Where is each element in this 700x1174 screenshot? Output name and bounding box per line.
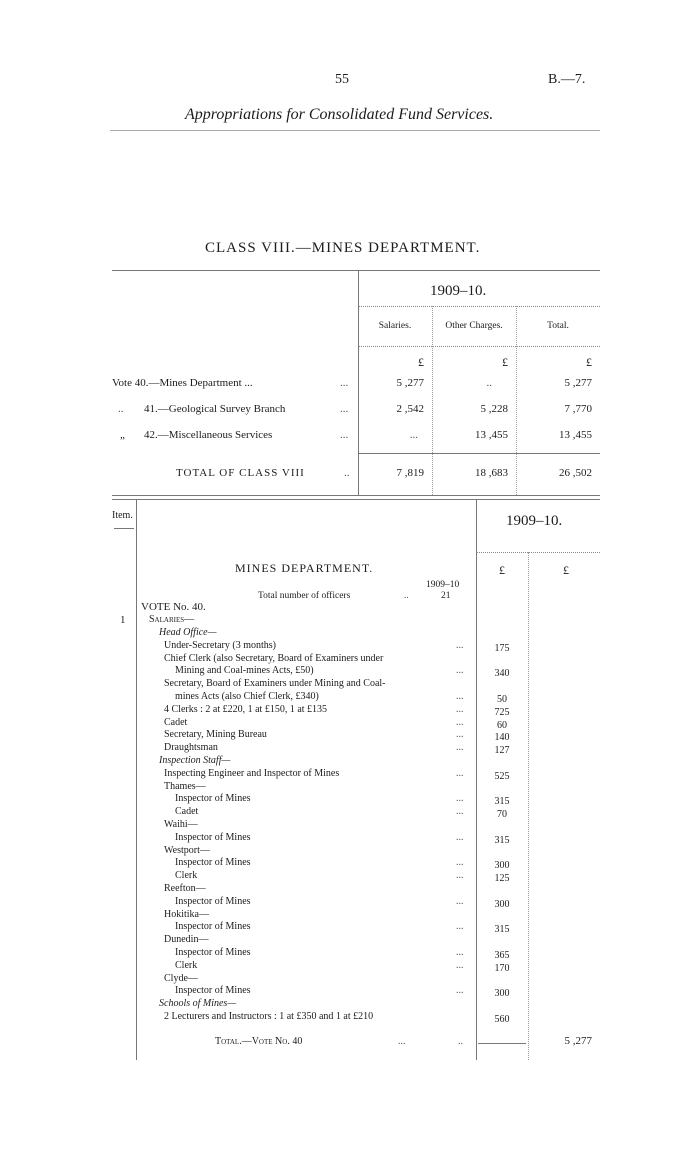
col-other-charges-header: Other Charges. <box>445 321 503 331</box>
detail-year-rule <box>476 552 600 553</box>
item-number: 1 <box>120 614 126 626</box>
detail-line-amount: 60 <box>497 719 507 731</box>
detail-line-label: Secretary, Mining Bureau <box>164 729 267 741</box>
detail-line-label: Clyde— <box>164 972 198 984</box>
summary-year: 1909–10. <box>430 283 487 299</box>
vote-41-label: 41.—Geological Survey Branch <box>144 403 286 415</box>
vote-40-label: Vote 40.—Mines Department ... <box>112 377 253 389</box>
detail-line-label: 2 Lecturers and Instructors : 1 at £350 and 1 at £210 <box>164 1011 374 1022</box>
detail-line-amount: 70 <box>497 809 507 821</box>
dots: ... <box>456 895 464 907</box>
total-rule <box>478 1043 526 1044</box>
dots: ... <box>456 831 464 843</box>
detail-line-label: Inspector of Mines <box>175 985 251 997</box>
class-total-total: 26 ,502 <box>559 467 592 479</box>
class-total-salaries: 7 ,819 <box>396 467 424 479</box>
detail-line-label: Under-Secretary (3 months) <box>164 639 276 651</box>
amount-col-rule-2 <box>528 552 529 1060</box>
officers-count: 21 <box>441 591 451 601</box>
detail-line-label: Inspecting Engineer and Inspector of Mines <box>164 767 340 779</box>
currency-other: £ <box>502 355 508 369</box>
col-total-header: Total. <box>547 321 569 331</box>
detail-line-amount: 300 <box>494 988 510 1000</box>
vote-total-label: Total.—Vote No. 40 <box>215 1036 303 1047</box>
detail-line-amount: 315 <box>494 796 510 808</box>
dots: ... <box>456 665 464 677</box>
dots: ... <box>456 703 464 715</box>
currency-total: £ <box>586 355 592 369</box>
item-column-header: Item. <box>112 510 133 521</box>
class-title: CLASS VIII.—MINES DEPARTMENT. <box>205 240 481 256</box>
class-total-other: 18 ,683 <box>475 467 508 479</box>
detail-line-amount: 525 <box>494 770 510 782</box>
detail-line-label: Westport— <box>164 844 210 856</box>
dots: ... <box>340 377 349 389</box>
ditto-mark: „ <box>120 429 125 441</box>
dots: .. <box>458 1036 463 1047</box>
dots: ... <box>456 691 464 702</box>
detail-line-label: Clerk <box>175 870 198 882</box>
detail-line-label: Inspection Staff— <box>159 755 231 766</box>
detail-line-amount: 125 <box>494 873 510 885</box>
detail-line-amount: 725 <box>494 706 510 718</box>
detail-year: 1909–10. <box>506 513 563 529</box>
dots: ... <box>456 806 464 818</box>
detail-line-label: Waihi— <box>164 819 198 830</box>
dots: ... <box>456 857 464 869</box>
detail-line-amount: 315 <box>494 924 510 936</box>
detail-line-amount: 140 <box>494 732 510 744</box>
vote-40-salaries: 5 ,277 <box>396 377 424 389</box>
summary-top-rule <box>112 270 600 271</box>
detail-line-amount: 175 <box>494 642 510 654</box>
dots: ... <box>456 870 464 882</box>
salaries-heading: Salaries— <box>149 614 195 625</box>
detail-line-label: Inspector of Mines <box>175 857 251 869</box>
summary-header-rule <box>358 346 600 347</box>
item-col-rule <box>136 500 137 1060</box>
dots: ... <box>456 729 464 741</box>
detail-line-amount: 50 <box>497 694 507 705</box>
document-reference: B.—7. <box>548 72 586 87</box>
vote-41-other: 5 ,228 <box>480 403 508 415</box>
detail-line-label: Thames— <box>164 780 206 792</box>
detail-line-label: Inspector of Mines <box>175 793 251 805</box>
detail-line-label: Mining and Coal-mines Acts, £50) <box>175 665 314 677</box>
detail-line-label: Inspector of Mines <box>175 895 251 907</box>
detail-line-label: Head Office— <box>159 627 217 638</box>
detail-line-label: Chief Clerk (also Secretary, Board of Examiners under <box>164 652 384 664</box>
detail-line-label: Inspector of Mines <box>175 921 251 933</box>
dots: ... <box>456 793 464 805</box>
officers-label: Total number of officers <box>258 591 351 601</box>
item-header-rule <box>114 528 134 529</box>
detail-line-label: Dunedin— <box>164 934 209 946</box>
detail-line-label: Clerk <box>175 959 198 971</box>
dots: ... <box>340 403 349 415</box>
detail-line-label: Schools of Mines— <box>159 998 237 1010</box>
header-rule <box>110 130 600 131</box>
dots: ... <box>456 959 464 971</box>
vote-42-label: 42.—Miscellaneous Services <box>144 429 273 441</box>
vote-42-other: 13 ,455 <box>475 429 508 441</box>
detail-line-label: 4 Clerks : 2 at £220, 1 at £150, 1 at £135 <box>164 703 328 715</box>
detail-line-label: Draughtsman <box>164 742 218 754</box>
detail-line-amount: 315 <box>494 834 510 846</box>
officers-year: 1909–10 <box>426 580 460 590</box>
col-salaries-header: Salaries. <box>378 321 412 331</box>
summary-total-rule <box>358 453 600 454</box>
dots: .. <box>404 591 409 601</box>
summary-bottom-rule <box>112 495 600 496</box>
dots: ... <box>456 921 464 933</box>
vote-number: VOTE No. 40. <box>141 601 206 613</box>
vote-41-total: 7 ,770 <box>564 403 592 415</box>
detail-currency-2: £ <box>563 563 569 577</box>
dots: ... <box>456 947 464 958</box>
detail-line-label: mines Acts (also Chief Clerk, £340) <box>175 691 319 702</box>
department-title: MINES DEPARTMENT. <box>235 561 374 575</box>
detail-line-amount: 127 <box>494 745 510 757</box>
dots: ... <box>456 639 464 651</box>
ditto-mark: .. <box>118 403 124 415</box>
detail-line-label: Hokitika— <box>164 908 209 920</box>
detail-line-label: Inspector of Mines <box>175 831 251 843</box>
summary-year-rule <box>358 306 600 307</box>
page-number: 55 <box>335 72 349 87</box>
vote-41-salaries: 2 ,542 <box>396 403 424 415</box>
detail-line-amount: 560 <box>494 1014 510 1025</box>
dots: ... <box>456 767 464 779</box>
detail-line-label: Reefton— <box>164 883 206 894</box>
summary-bottom-rule-2 <box>112 499 600 500</box>
currency-salaries: £ <box>418 355 424 369</box>
dots: ... <box>456 742 464 754</box>
detail-line-label: Cadet <box>164 716 188 728</box>
detail-line-amount: 300 <box>494 898 510 910</box>
dots: ... <box>456 716 464 728</box>
dots: ... <box>456 985 464 997</box>
class-total-label: TOTAL OF CLASS VIII <box>176 467 305 479</box>
detail-line-amount: 300 <box>494 860 510 872</box>
detail-line-label: Secretary, Board of Examiners under Mining and Coal- <box>164 678 386 690</box>
detail-line-label: Cadet <box>175 806 199 818</box>
page-title: Appropriations for Consolidated Fund Services. <box>185 106 494 123</box>
detail-line-amount: 365 <box>494 950 510 961</box>
dots: .. <box>344 467 350 479</box>
detail-line-label: Inspector of Mines <box>175 947 251 958</box>
vote-total-amount: 5 ,277 <box>564 1035 592 1047</box>
vote-42-salaries: ... <box>409 429 418 441</box>
dots: ... <box>398 1036 406 1047</box>
vote-40-other: .. <box>486 377 492 389</box>
detail-line-amount: 170 <box>494 962 510 974</box>
vote-42-total: 13 ,455 <box>559 429 592 441</box>
vote-40-total: 5 ,277 <box>564 377 592 389</box>
detail-line-amount: 340 <box>494 668 510 680</box>
detail-currency-1: £ <box>499 563 505 577</box>
dots: ... <box>340 429 349 441</box>
